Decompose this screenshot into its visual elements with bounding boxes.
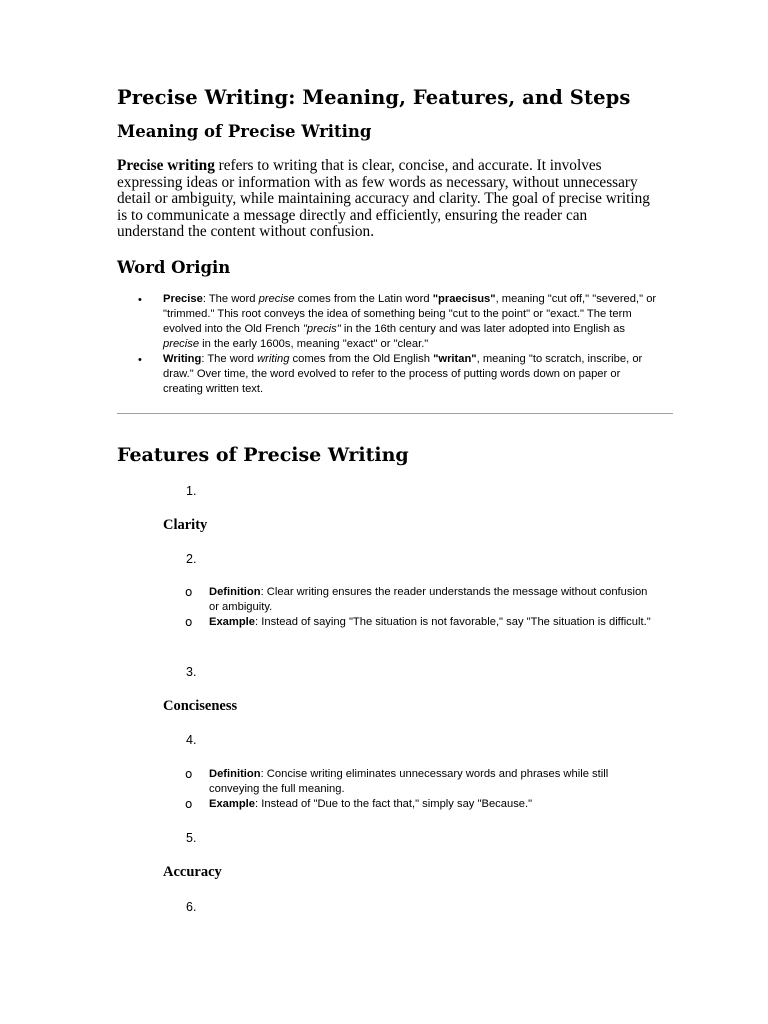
meaning-lead-bold: Precise writing	[117, 157, 215, 174]
text-segment: : The word	[201, 353, 258, 365]
bullet-dot: •	[138, 354, 142, 366]
list-number: 5.	[186, 831, 197, 845]
section-heading-meaning: Meaning of Precise Writing	[117, 122, 372, 141]
list-number: 4.	[186, 733, 197, 747]
example-label: Example	[209, 798, 256, 810]
text-segment: in the early 1600s, meaning "exact" or "clear."	[199, 338, 429, 350]
definition-label: Definition	[209, 768, 261, 780]
example-label: Example	[209, 616, 256, 628]
italic-segment: precise	[258, 293, 295, 305]
italic-segment: precise	[163, 338, 200, 350]
text-segment: comes from the Old English	[289, 353, 434, 365]
list-item-example	[185, 797, 654, 812]
word-origin-list	[138, 292, 663, 397]
example-text: : Instead of "Due to the fact that," simply say "Because."	[255, 798, 533, 810]
conciseness-details	[185, 767, 654, 812]
bullet-circle: o	[185, 615, 193, 629]
list-item-example	[185, 615, 654, 630]
section-heading-features: Features of Precise Writing	[117, 444, 409, 466]
section-heading-word-origin: Word Origin	[117, 258, 231, 277]
feature-name-accuracy: Accuracy	[163, 864, 222, 880]
feature-name-conciseness: Conciseness	[163, 698, 238, 714]
feature-name-clarity: Clarity	[163, 517, 208, 533]
definition-text: : Clear writing ensures the reader understands the message without confusion or ambiguity.	[209, 586, 648, 613]
list-number: 2.	[186, 552, 197, 566]
example-text: : Instead of saying "The situation is not favorable," say "The situation is difficult."	[255, 616, 651, 628]
text-segment: , meaning "to scratch, inscribe, or draw." Over time, the word evolved to refer to the process of putting words down on paper or creating written text.	[163, 353, 643, 395]
list-number: 6.	[186, 900, 197, 914]
list-number: 3.	[186, 665, 197, 679]
term-precise: Precise	[163, 293, 203, 305]
bullet-circle: o	[185, 585, 193, 599]
text-segment: comes from the Latin word	[294, 293, 433, 305]
bullet-circle: o	[185, 767, 193, 781]
text-segment: : The word	[202, 293, 259, 305]
list-item-definition	[185, 767, 654, 797]
bold-segment: "praecisus"	[432, 293, 496, 305]
text-segment: in the 16th century and was later adopted into English as	[340, 323, 625, 335]
bullet-dot: •	[138, 294, 142, 306]
italic-segment: writing	[257, 353, 290, 365]
italic-segment: "precis"	[302, 323, 341, 335]
term-writing: Writing	[163, 353, 202, 365]
bullet-circle: o	[185, 797, 193, 811]
list-item-writing	[138, 352, 663, 397]
definition-text: : Concise writing eliminates unnecessary words and phrases while still conveying the full meaning.	[209, 768, 609, 795]
meaning-paragraph	[117, 158, 657, 241]
clarity-details	[185, 585, 654, 630]
list-item-precise	[138, 292, 663, 352]
bold-segment: "writan"	[433, 353, 477, 365]
horizontal-rule	[117, 413, 673, 414]
definition-label: Definition	[209, 586, 261, 598]
list-number: 1.	[186, 484, 197, 498]
meaning-text: refers to writing that is clear, concise, and accurate. It involves expressing ideas or information with as few words as necessary, without unnecessary detail or ambiguity, while maintaining accuracy and clarity. The goal of precise writing is to communicate a message directly and efficiently, ensuring the reader can understand the content without confusion.	[117, 157, 650, 241]
page-title: Precise Writing: Meaning, Features, and Steps	[117, 86, 631, 109]
list-item-definition	[185, 585, 654, 615]
text-segment: , meaning "cut off," "severed," or "trimmed." This root conveys the idea of something being "cut to the point" or "exact." The term evolved into the Old French	[163, 293, 657, 335]
